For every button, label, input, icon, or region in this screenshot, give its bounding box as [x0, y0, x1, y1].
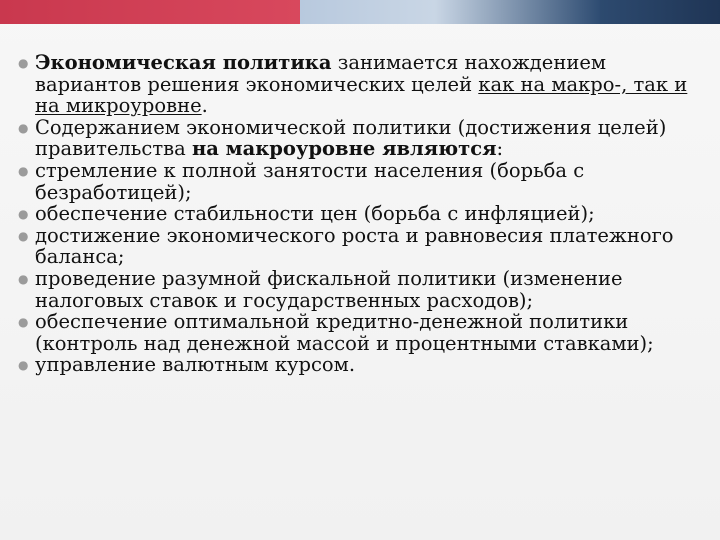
- bullet-dot-icon: ●: [18, 120, 29, 135]
- item-text: стремление к полной занятости населения (борьба с безработицей);: [35, 158, 585, 204]
- bullet-dot-icon: ●: [18, 358, 29, 373]
- bullet-dot-icon: ●: [18, 207, 29, 222]
- item-tail: .: [201, 94, 208, 118]
- list-item: [18, 354, 698, 376]
- item-text: проведение разумной фискальной политики (изменение налоговых ставок и государственных расходов);: [35, 266, 623, 312]
- item-text: достижение экономического роста и равновесия платежного баланса;: [35, 223, 674, 269]
- list-item: [18, 268, 698, 311]
- item-text: занимается нахождением вариантов решения экономических целей: [35, 51, 607, 96]
- bullet-dot-icon: ●: [18, 271, 29, 286]
- top-band-dark-segment: [600, 0, 720, 24]
- item-tail: :: [496, 137, 504, 161]
- top-band-red-segment: [0, 0, 300, 24]
- item-text: управление валютным курсом.: [35, 353, 356, 377]
- item-text: обеспечение оптимальной кредитно-денежной политики (контроль над денежной массой и процентными ставками);: [35, 310, 654, 355]
- item-underlined-text: как на макро-, так и на микроуровне: [35, 72, 688, 118]
- list-item: [18, 52, 698, 117]
- item-text: Содержанием экономической политики (достижения целей) правительства: [35, 115, 667, 161]
- bullet-dot-icon: ●: [18, 228, 29, 243]
- list-item: [18, 225, 698, 268]
- bullet-dot-icon: ●: [18, 163, 29, 178]
- list-item: [18, 203, 698, 225]
- item-bold-term: Экономическая политика: [35, 51, 332, 74]
- item-bold-term: на макроуровне являются: [191, 137, 497, 161]
- top-decorative-band: [0, 0, 720, 24]
- bullet-dot-icon: ●: [18, 56, 29, 70]
- list-item: [18, 160, 698, 203]
- list-item: [18, 311, 698, 354]
- bullet-dot-icon: ●: [18, 315, 29, 330]
- top-band-blue-segment: [300, 0, 600, 24]
- item-text: обеспечение стабильности цен (борьба с инфляцией);: [35, 202, 595, 226]
- list-item: [18, 117, 698, 160]
- bullet-list: [18, 52, 698, 376]
